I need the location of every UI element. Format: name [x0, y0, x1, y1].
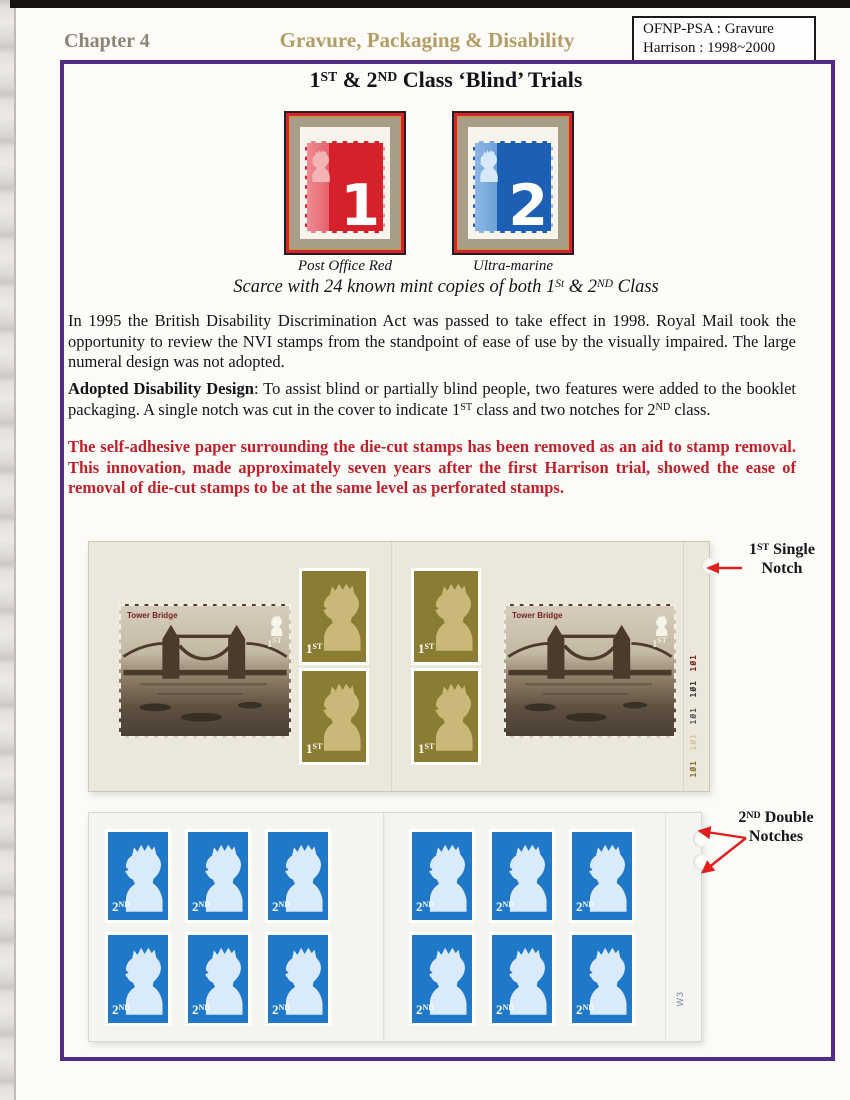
page-header-title: Gravure, Packaging & Disability: [279, 28, 575, 52]
mounted-stamp-2nd: [452, 111, 574, 255]
stamp-1st-gold: 1ST: [411, 568, 481, 665]
stamp-2nd-blue: 2ND: [489, 829, 555, 923]
annotation-single-notch: 1ST Single Notch: [749, 541, 815, 578]
stamp-numeral: 2: [508, 173, 548, 239]
reference-line-2: Harrison : 1998~2000: [643, 40, 776, 57]
mounted-stamp-1st: [284, 111, 406, 255]
stamp-2nd-blue: 2ND: [265, 829, 331, 923]
stamp-2nd-blue: 2ND: [409, 932, 475, 1026]
marginal-marking: W3: [675, 991, 685, 1007]
tower-bridge-art: [506, 606, 674, 736]
queen-silhouette-icon: [653, 614, 669, 636]
scarcity-note: Scarce with 24 known mint copies of both 1St & 2ND Class: [233, 277, 659, 297]
stamp-2nd-blue: 2ND: [185, 932, 251, 1026]
caption-ultramarine: Ultra-marine: [473, 258, 553, 274]
paragraph-history: In 1995 the British Disability Discrimination Act was passed to take effect in 1998. Royal Mail took the opportunity to review the NVI stamps from the standpoint of ease of use by the visually impaired. The large numeral design was not adopted.: [68, 311, 796, 371]
reference-line-1: OFNP-PSA : Gravure: [643, 21, 774, 37]
fold-line: [383, 813, 386, 1041]
stamp-2nd-blue: 2ND: [409, 829, 475, 923]
scan-edge-bar: [10, 0, 850, 8]
tower-bridge-title: Tower Bridge: [127, 611, 178, 620]
queen-silhouette-icon: [308, 148, 332, 182]
stamp-2nd-blue: 2ND: [265, 932, 331, 1026]
queen-silhouette-icon: [315, 575, 365, 655]
fold-line: [391, 542, 394, 791]
chapter-label: Chapter 4: [64, 30, 150, 52]
stamp-1st-gold: 1ST: [411, 668, 481, 765]
stamp-value: 1ST: [652, 636, 667, 650]
binding-edge: [0, 0, 16, 1100]
tower-bridge-stamp: [119, 604, 291, 738]
tower-bridge-stamp: [504, 604, 676, 738]
reference-box: [632, 16, 816, 62]
stamp-2nd-blue: 2ND: [489, 932, 555, 1026]
stamp-2nd-blue: 2ND: [569, 829, 635, 923]
queen-silhouette-icon: [427, 575, 477, 655]
caption-post-office-red: Post Office Red: [297, 258, 393, 274]
stamp-2nd-blue: 2ND: [569, 932, 635, 1026]
stamp-value: 1ST: [267, 636, 282, 650]
stamp-1st-red: [305, 141, 385, 239]
queen-silhouette-icon: [427, 675, 477, 755]
tower-bridge-title: Tower Bridge: [512, 611, 563, 620]
paragraph-design: Adopted Disability Design: To assist blind or partially blind people, two features were added to the booklet packaging. A single notch was cut in the cover to indicate 1ST class and two notches for 2ND class.: [68, 379, 797, 419]
stamp-1st-gold: 1ST: [299, 568, 369, 665]
queen-silhouette-icon: [476, 148, 500, 182]
stamp-2nd-blue: 2ND: [105, 932, 171, 1026]
stamp-1st-gold: 1ST: [299, 668, 369, 765]
paragraph-highlight-red: The self-adhesive paper surrounding the die-cut stamps has been removed as an aid to stamp removal. This innovation, made approximately seven years after the first Harrison trial, showed the ease of removal of die-cut stamps to be at the same level as perforated stamps.: [68, 437, 796, 497]
stamp-2nd-blue: 2ND: [105, 829, 171, 923]
tower-bridge-art: [121, 606, 289, 736]
double-arrow-icon: [690, 822, 752, 880]
page-title: 1ST & 2ND Class ‘Blind’ Trials: [309, 67, 583, 92]
cylinder-numbers: 1Ø1 1Ø1 1Ø1 1Ø1 1Ø1: [689, 654, 698, 778]
annotation-double-notches: 2ND Double Notches: [738, 809, 814, 846]
booklet-pane-2nd: [88, 812, 702, 1042]
stamp-2nd-blue: [473, 141, 553, 239]
stamp-2nd-blue: 2ND: [185, 829, 251, 923]
queen-silhouette-icon: [268, 614, 284, 636]
queen-silhouette-icon: [315, 675, 365, 755]
selvedge-line: [665, 813, 666, 1041]
stamp-numeral: 1: [340, 173, 380, 239]
booklet-pane-1st: [88, 541, 710, 792]
selvedge-line: [683, 542, 684, 791]
arrow-left-icon: [706, 560, 744, 576]
